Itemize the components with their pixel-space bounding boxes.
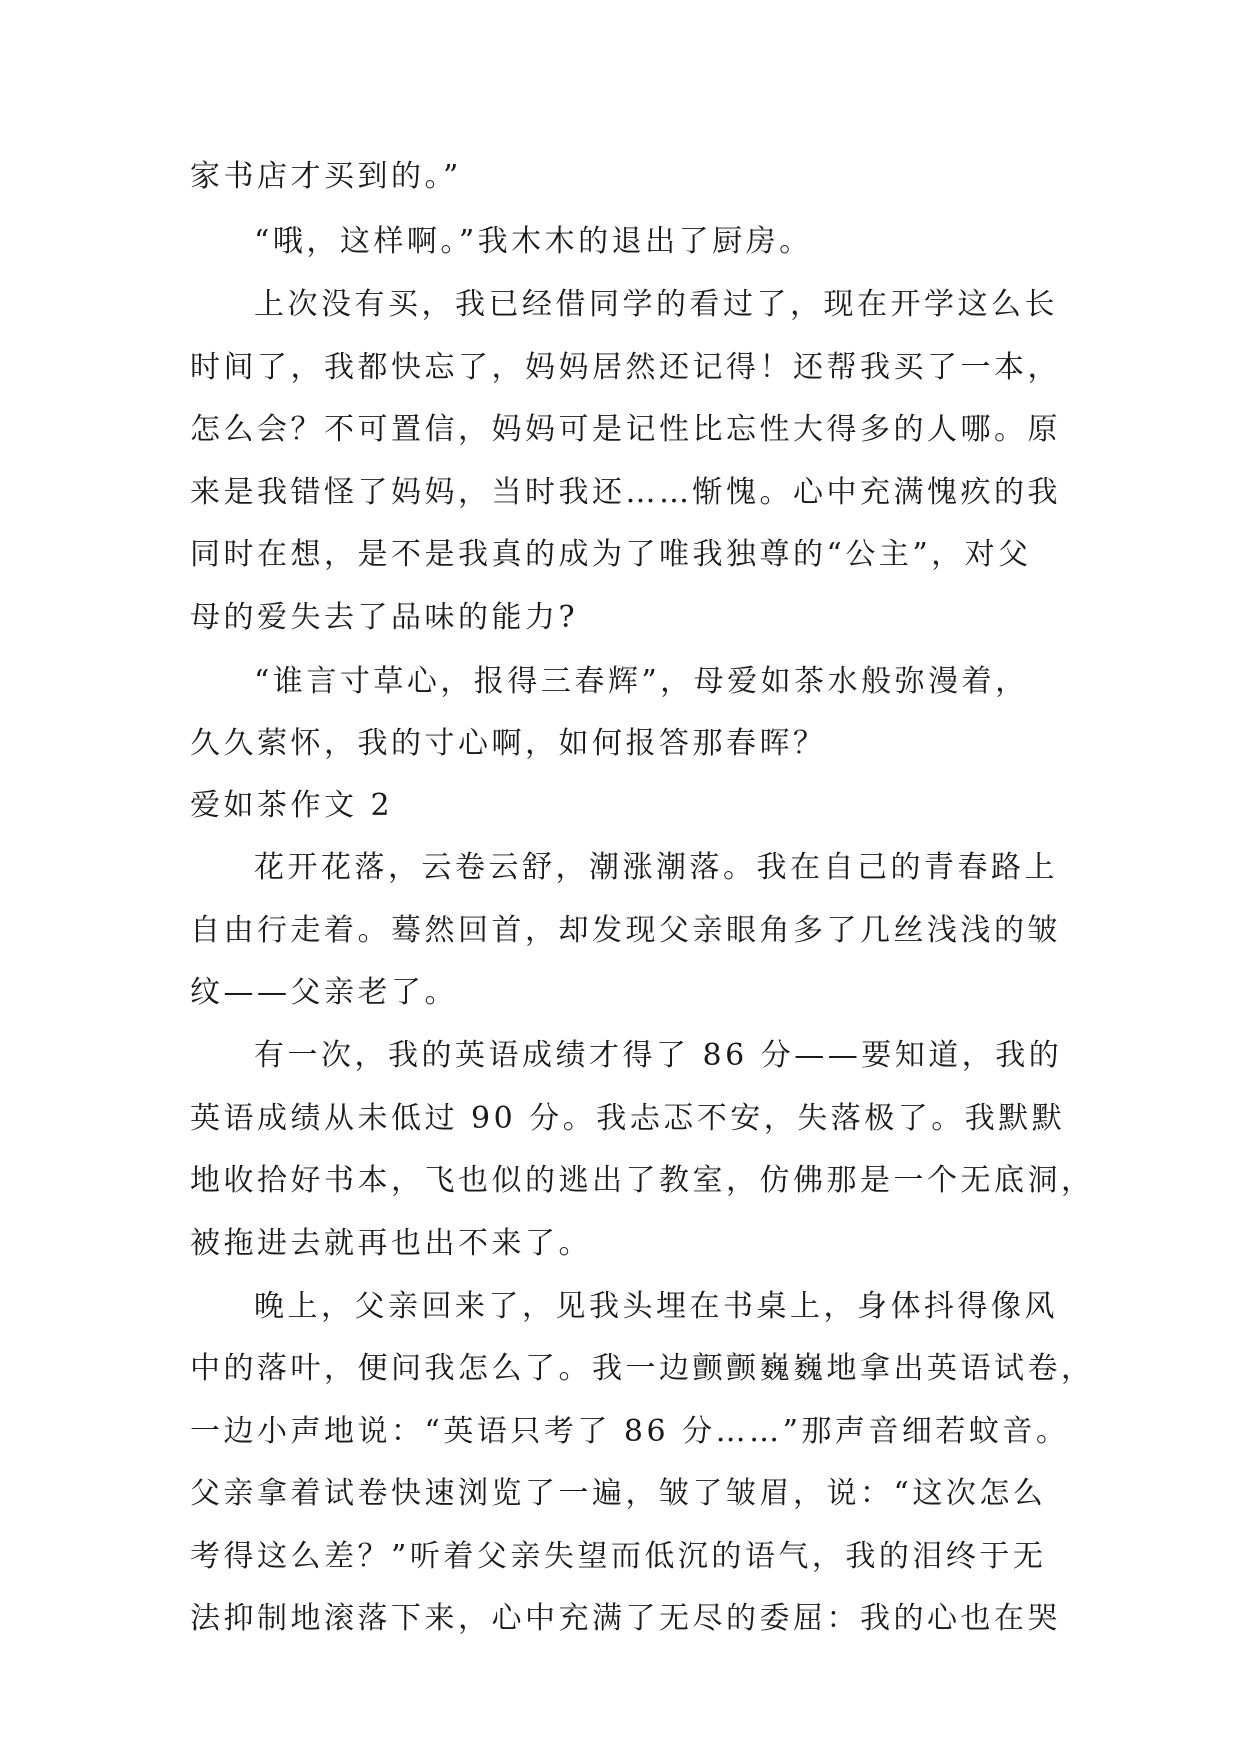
text-line: 家书店才买到的。” [190,159,462,194]
text-line: 时间了，我都快忘了，妈妈居然还记得！还帮我买了一本， [190,350,1061,385]
text-line: 中的落叶，便问我怎么了。我一边颤颤巍巍地拿出英语试卷， [190,1351,1095,1386]
text-line: 一边小声地说：“英语只考了 86 分……”那声音细若蚊音。 [190,1414,1070,1449]
text-line: 考得这么差？”听着父亲失望而低沉的语气，我的泪终于无 [190,1539,1047,1574]
text-line: 怎么会？不可置信，妈妈可是记性比忘性大得多的人哪。原 [190,412,1061,447]
text-line: 英语成绩从未低过 90 分。我忐忑不安，失落极了。我默默 [190,1101,1066,1136]
text-line: 同时在想，是不是我真的成为了唯我独尊的“公主”，对父 [190,537,1032,572]
text-line: 母的爱失去了品味的能力? [190,600,579,635]
text-line: 父亲拿着试卷快速浏览了一遍，皱了皱眉，说：“这次怎么 [190,1476,1047,1511]
section-heading: 爱如茶作文 2 [190,788,394,823]
text-line: 被拖进去就再也出不来了。 [190,1226,592,1261]
text-line: “哦，这样啊。”我木木的退出了厨房。 [254,224,813,259]
text-line: 法抑制地滚落下来，心中充满了无尽的委屈：我的心也在哭 [190,1601,1061,1636]
text-line: 晚上，父亲回来了，见我头埋在书桌上，身体抖得像风 [254,1289,1058,1324]
text-line: “谁言寸草心，报得三春辉”，母爱如茶水般弥漫着， [254,664,1029,699]
text-line: 来是我错怪了妈妈，当时我还……惭愧。心中充满愧疚的我 [190,475,1061,510]
text-line: 久久萦怀，我的寸心啊，如何报答那春晖？ [190,726,827,761]
text-line: 花开花落，云卷云舒，潮涨潮落。我在自己的青春路上 [254,850,1058,885]
text-line: 纹——父亲老了。 [190,975,458,1010]
text-line: 自由行走着。蓦然回首，却发现父亲眼角多了几丝浅浅的皱 [190,913,1061,948]
text-line: 上次没有买，我已经借同学的看过了，现在开学这么长 [254,287,1058,322]
text-line: 地收拾好书本，飞也似的逃出了教室，仿佛那是一个无底洞， [190,1163,1095,1198]
text-line: 有一次，我的英语成绩才得了 86 分——要知道，我的 [254,1038,1063,1073]
